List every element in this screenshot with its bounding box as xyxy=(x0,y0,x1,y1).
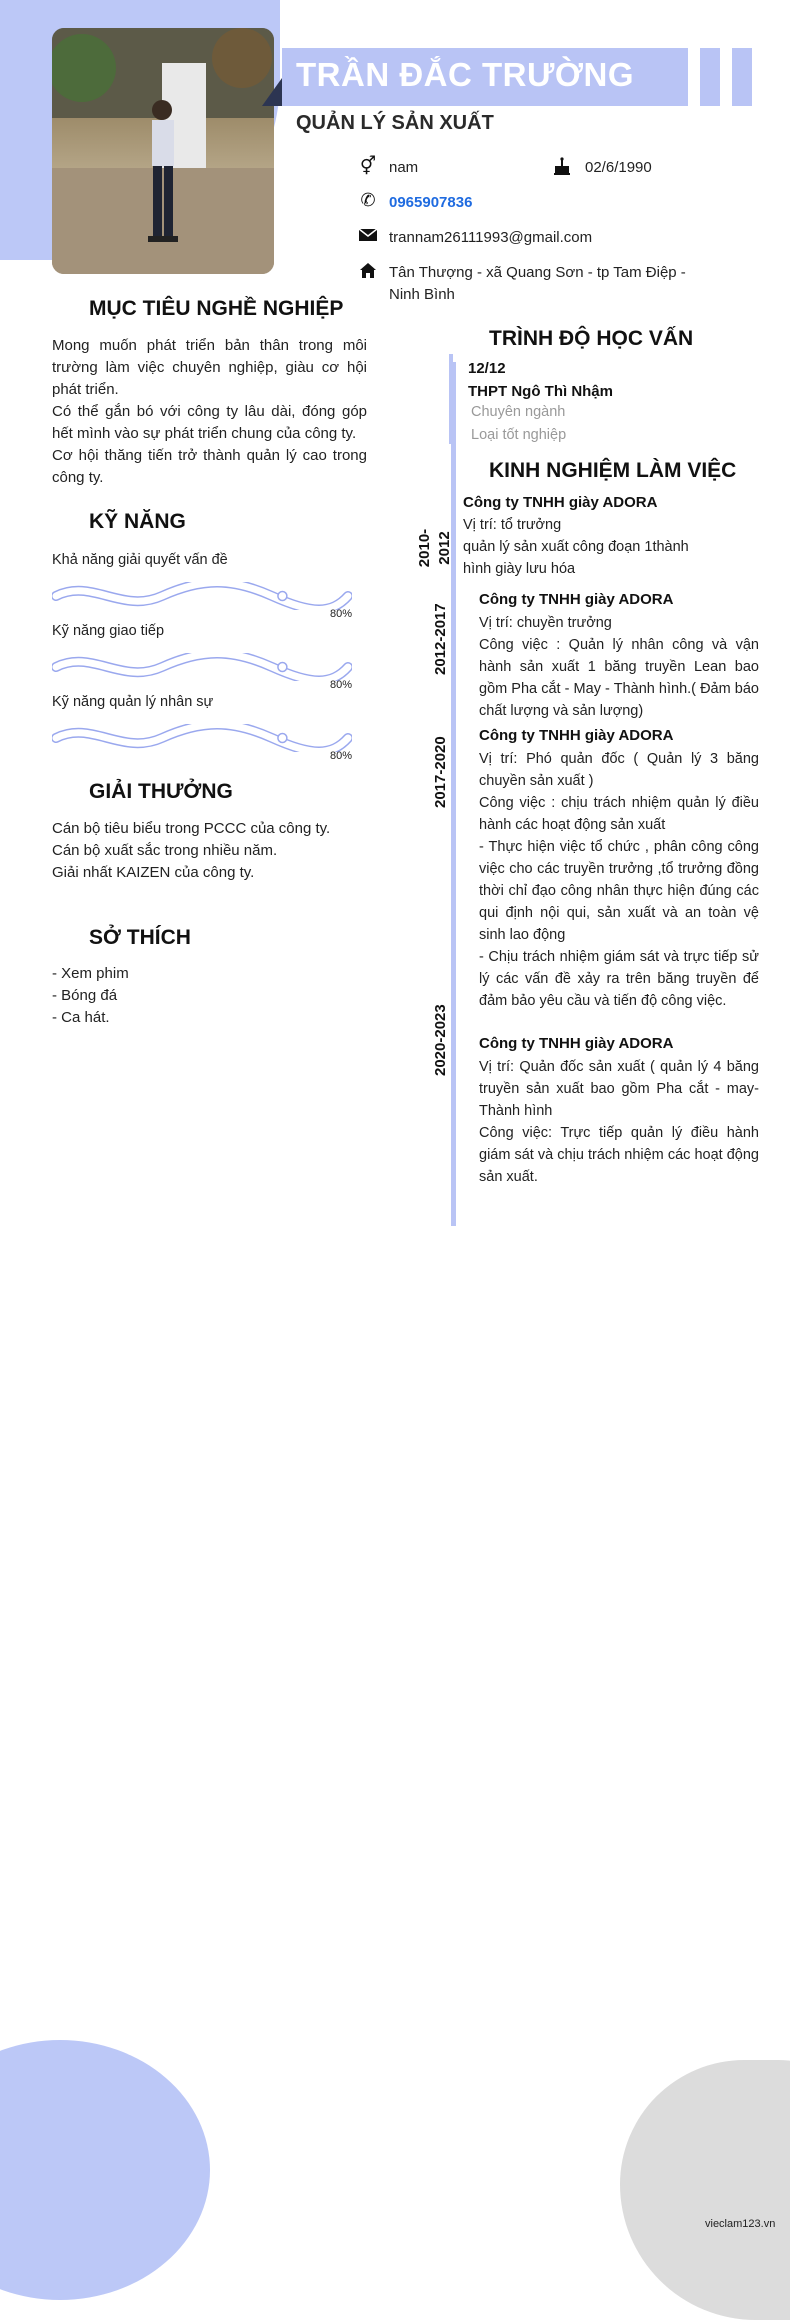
hobby-item: - Xem phim xyxy=(52,965,129,982)
skill-level-marker xyxy=(278,663,287,672)
hobbies-heading: SỞ THÍCH xyxy=(89,926,191,949)
objective-line: Mong muốn phát triển bản thân trong môi trường làm việc chuyên nghiệp, giàu cơ hội phát triển. xyxy=(52,337,367,398)
objective-line: Cơ hội thăng tiến trở thành quản lý cao trong công ty. xyxy=(52,447,367,486)
job-details xyxy=(479,748,759,1012)
hobbies-list xyxy=(52,963,352,1029)
hobby-item: - Bóng đá xyxy=(52,987,118,1004)
awards-heading: GIẢI THƯỞNG xyxy=(89,780,233,803)
phone-icon: ✆ xyxy=(360,190,376,210)
job-line: quản lý sản xuất công đoạn 1thành hình giày lưu hóa xyxy=(463,539,689,577)
job-line: Vị trí: chuyền trưởng xyxy=(479,615,612,631)
job-years-label: 2020-2023 xyxy=(432,1004,449,1076)
job-line: Vị trí: Quản đốc sản xuất ( quản lý 4 băng truyền sản xuất bao gồm Pha cắt - may- Thành hình xyxy=(479,1059,759,1119)
address-value: Tân Thượng - xã Quang Sơn - tp Tam Điệp - Ninh Bình xyxy=(389,264,686,303)
job-line: Công việc : Quản lý nhân công và vận hành sản xuất 1 băng truyền Lean bao gồm Pha cắt - May - Thành hình.( Đảm báo chất lượng và sản lượng) xyxy=(479,637,759,719)
job-details xyxy=(479,612,759,722)
education-grade: 12/12 xyxy=(468,360,506,377)
banner-accent-1 xyxy=(700,48,720,106)
job-company: Công ty TNHH giày ADORA xyxy=(479,727,674,744)
home-icon xyxy=(358,260,378,280)
education-heading: TRÌNH ĐỘ HỌC VẤN xyxy=(489,327,694,350)
hobby-item: - Ca hát. xyxy=(52,1009,110,1026)
email-value[interactable]: trannam26111993@gmail.com xyxy=(389,229,593,246)
education-major: Chuyên ngành xyxy=(471,404,566,420)
decor-blob-bottom-left xyxy=(0,2040,210,2300)
award-item: Cán bộ xuất sắc trong nhiều năm. xyxy=(52,842,278,859)
job-years-label: 2010-2012 xyxy=(416,528,453,568)
job-company: Công ty TNHH giày ADORA xyxy=(479,591,674,608)
experience-timeline-line xyxy=(451,362,456,1226)
skill-percent: 80% xyxy=(330,679,353,691)
footer-site: vieclam123.vn xyxy=(705,2218,776,2230)
decor-blob-bottom-right xyxy=(620,2060,790,2320)
skill-bar-wave xyxy=(52,724,352,752)
gender-value: nam xyxy=(389,159,419,176)
skill-percent: 80% xyxy=(330,608,353,620)
skill-label: Khả năng giải quyết vấn đề xyxy=(52,552,228,568)
job-details xyxy=(479,1056,759,1188)
candidate-name: TRẦN ĐẮC TRƯỜNG xyxy=(296,56,634,93)
job-details xyxy=(463,514,733,580)
skill-bar-wave xyxy=(52,582,352,610)
education-school: THPT Ngô Thì Nhậm xyxy=(468,383,613,400)
job-years-label: 2012-2017 xyxy=(432,603,449,675)
email-icon xyxy=(358,225,378,245)
job-line: - Chịu trách nhiệm giám sát và trực tiếp sử lý các vấn đề xảy ra trên băng truyền để đảm bảo yêu cầu và tiến độ công việc. xyxy=(479,949,759,1009)
skill-label: Kỹ năng quản lý nhân sự xyxy=(52,694,214,710)
award-item: Cán bộ tiêu biểu trong PCCC của công ty. xyxy=(52,820,331,837)
award-item: Giải nhất KAIZEN của công ty. xyxy=(52,864,255,881)
skill-level-marker xyxy=(278,734,287,743)
job-line: Công việc: Trực tiếp quản lý điều hành giám sát và chịu trách nhiệm các hoạt động sản xuất. xyxy=(479,1125,759,1185)
awards-list xyxy=(52,818,372,884)
job-company: Công ty TNHH giày ADORA xyxy=(463,494,658,511)
objective-line: Có thể gắn bó với công ty lâu dài, đóng góp hết mình vào sự phát triển chung của công ty. xyxy=(52,403,367,442)
profile-photo xyxy=(52,28,274,274)
job-line: Vị trí: Phó quản đốc ( Quản lý 3 băng chuyền sản xuất ) xyxy=(479,751,759,789)
experience-heading: KINH NGHIỆM LÀM VIỆC xyxy=(489,459,737,482)
education-rank: Loại tốt nghiệp xyxy=(471,427,567,443)
birthday-cake-icon xyxy=(552,156,572,176)
skills-heading: KỸ NĂNG xyxy=(89,510,186,533)
job-company: Công ty TNHH giày ADORA xyxy=(479,1035,674,1052)
skill-level-marker xyxy=(278,592,287,601)
gender-icon: ⚥ xyxy=(359,156,377,176)
job-line: Vị trí: tổ trưởng xyxy=(463,517,562,533)
skill-bar-wave xyxy=(52,653,352,681)
banner-notch xyxy=(262,78,282,106)
job-title: QUẢN LÝ SẢN XUẤT xyxy=(296,112,494,134)
objective-body xyxy=(52,335,367,489)
phone-value[interactable]: 0965907836 xyxy=(389,194,473,211)
job-years-label: 2017-2020 xyxy=(432,736,449,808)
dob-value: 02/6/1990 xyxy=(585,159,652,176)
objective-heading: MỤC TIÊU NGHỀ NGHIỆP xyxy=(89,297,344,320)
skill-label: Kỹ năng giao tiếp xyxy=(52,623,165,639)
skill-percent: 80% xyxy=(330,750,353,762)
banner-accent-2 xyxy=(732,48,752,106)
job-line: Công việc : chịu trách nhiệm quản lý điều hành các hoạt động sản xuất xyxy=(479,795,759,833)
job-line: - Thực hiện việc tổ chức , phân công công việc cho các truyền trưởng ,tổ trưởng đồng thời chỉ đạo công nhân thực hiện đúng các qui định nội qui, sản xuất và an toàn vệ sinh lao động xyxy=(479,839,759,943)
